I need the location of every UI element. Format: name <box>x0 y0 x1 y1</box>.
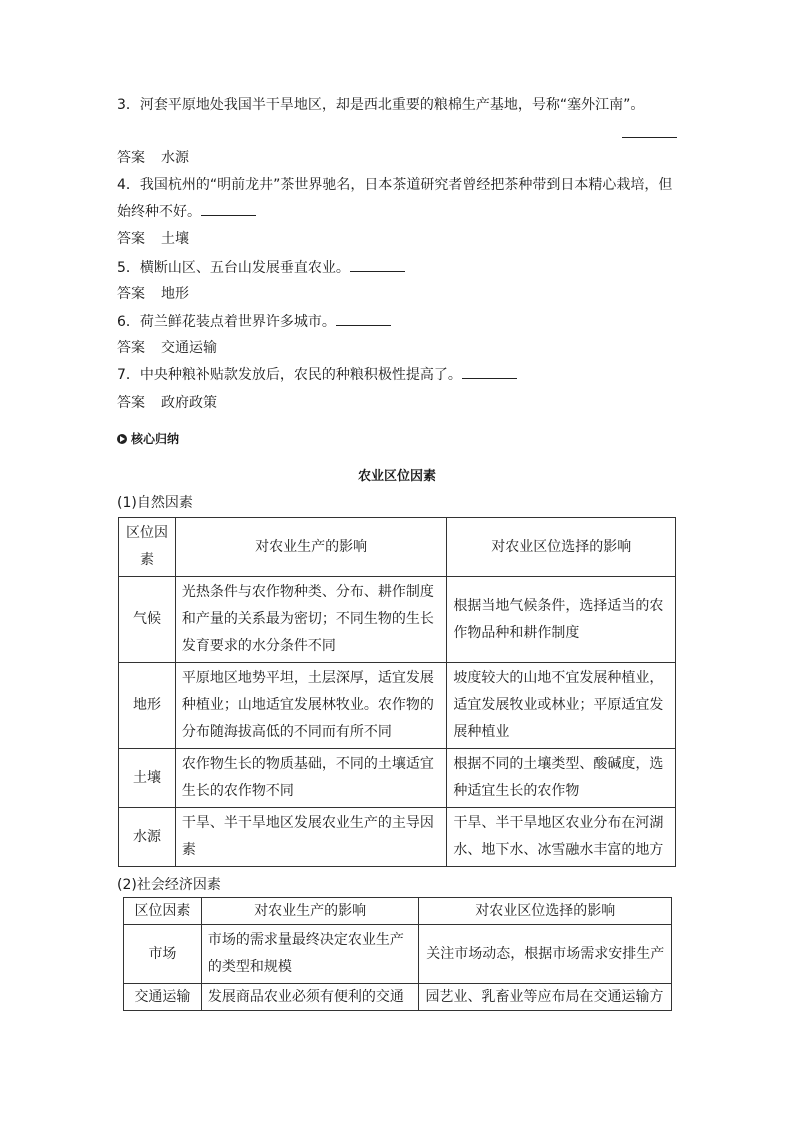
selection-cell: 根据不同的土壤类型、酸碱度，选种适宜生长的农作物 <box>447 749 676 808</box>
answer-line <box>117 338 217 358</box>
answer-blank <box>622 137 677 138</box>
header-cell: 区位因素 <box>119 518 176 577</box>
selection-cell: 坡度较大的山地不宜发展种植业，适宜发展牧业或林业；平原适宜发展种植业 <box>447 663 676 749</box>
selection-cell: 园艺业、乳畜业等应布局在交通运输方 <box>419 984 672 1011</box>
question-5 <box>117 255 677 282</box>
table-row <box>119 663 676 749</box>
selection-cell: 干旱、半干旱地区农业分布在河湖水、地下水、冰雪融水丰富的地方 <box>447 808 676 867</box>
question-text: 4．我国杭州的“明前龙井”茶世界驰名，日本茶道研究者曾经把茶种带到日本精心栽培，但始终种不好。 <box>117 177 673 220</box>
question-text: 6．荷兰鲜花装点着世界许多城市。 <box>117 314 336 330</box>
table-row <box>124 925 672 984</box>
answer-value: 政府政策 <box>161 395 217 411</box>
table-row <box>119 577 676 663</box>
answer-label: 答案 <box>117 150 145 166</box>
section-heading <box>117 430 179 447</box>
factor-cell: 交通运输 <box>124 984 202 1011</box>
header-cell: 对农业生产的影响 <box>175 518 446 577</box>
factor-cell: 市场 <box>124 925 202 984</box>
factor-cell: 土壤 <box>119 749 176 808</box>
header-cell: 对农业生产的影响 <box>201 898 419 925</box>
answer-blank <box>462 377 517 379</box>
question-text: 7．中央种粮补贴款发放后，农民的种粮积极性提高了。 <box>117 367 462 383</box>
question-3 <box>117 92 677 119</box>
answer-line <box>117 393 217 413</box>
influence-cell: 平原地区地势平坦，土层深厚，适宜发展种植业；山地适宜发展林牧业。农作物的分布随海拔高低的不同而有所不同 <box>175 663 446 749</box>
natural-subtitle: (1)自然因素 <box>117 495 193 511</box>
answer-blank <box>201 214 256 216</box>
influence-cell: 光热条件与农作物种类、分布、耕作制度和产量的关系最为密切；不同生物的生长发育要求的水分条件不同 <box>175 577 446 663</box>
header-cell: 区位因素 <box>124 898 202 925</box>
header-cell: 对农业区位选择的影响 <box>419 898 672 925</box>
answer-label: 答案 <box>117 395 145 411</box>
answer-line <box>117 284 189 304</box>
influence-cell: 发展商品农业必须有便利的交通 <box>201 984 419 1011</box>
table-row <box>119 808 676 867</box>
answer-value: 水源 <box>161 150 189 166</box>
answer-line <box>117 148 189 168</box>
answer-value: 交通运输 <box>161 340 217 356</box>
answer-blank <box>350 270 405 272</box>
factor-cell: 气候 <box>119 577 176 663</box>
table-row <box>124 984 672 1011</box>
influence-cell: 市场的需求量最终决定农业生产的类型和规模 <box>201 925 419 984</box>
table-header-row <box>119 518 676 577</box>
answer-label: 答案 <box>117 340 145 356</box>
social-factors-table <box>123 897 672 1011</box>
answer-value: 地形 <box>161 286 189 302</box>
header-cell: 对农业区位选择的影响 <box>447 518 676 577</box>
influence-cell: 干旱、半干旱地区发展农业生产的主导因素 <box>175 808 446 867</box>
answer-label: 答案 <box>117 231 145 247</box>
table-header-row <box>124 898 672 925</box>
answer-value: 土壤 <box>161 231 189 247</box>
play-bullet-icon <box>117 434 127 444</box>
question-4 <box>117 172 677 226</box>
selection-cell: 关注市场动态，根据市场需求安排生产 <box>419 925 672 984</box>
table-row <box>119 749 676 808</box>
section-heading-text: 核心归纳 <box>131 432 180 446</box>
answer-line <box>117 229 189 249</box>
factor-cell: 水源 <box>119 808 176 867</box>
question-text: 3．河套平原地处我国半干旱地区，却是西北重要的粮棉生产基地，号称“塞外江南”。 <box>117 97 645 113</box>
selection-cell: 根据当地气候条件，选择适当的农作物品种和耕作制度 <box>447 577 676 663</box>
influence-cell: 农作物生长的物质基础，不同的土壤适宜生长的农作物不同 <box>175 749 446 808</box>
natural-factors-table <box>118 517 676 867</box>
section-title: 农业区位因素 <box>357 469 436 484</box>
answer-blank <box>336 324 391 326</box>
question-text: 5．横断山区、五台山发展垂直农业。 <box>117 260 350 276</box>
question-7 <box>117 362 677 389</box>
answer-label: 答案 <box>117 286 145 302</box>
factor-cell: 地形 <box>119 663 176 749</box>
social-subtitle: (2)社会经济因素 <box>117 877 221 893</box>
question-6 <box>117 309 677 336</box>
